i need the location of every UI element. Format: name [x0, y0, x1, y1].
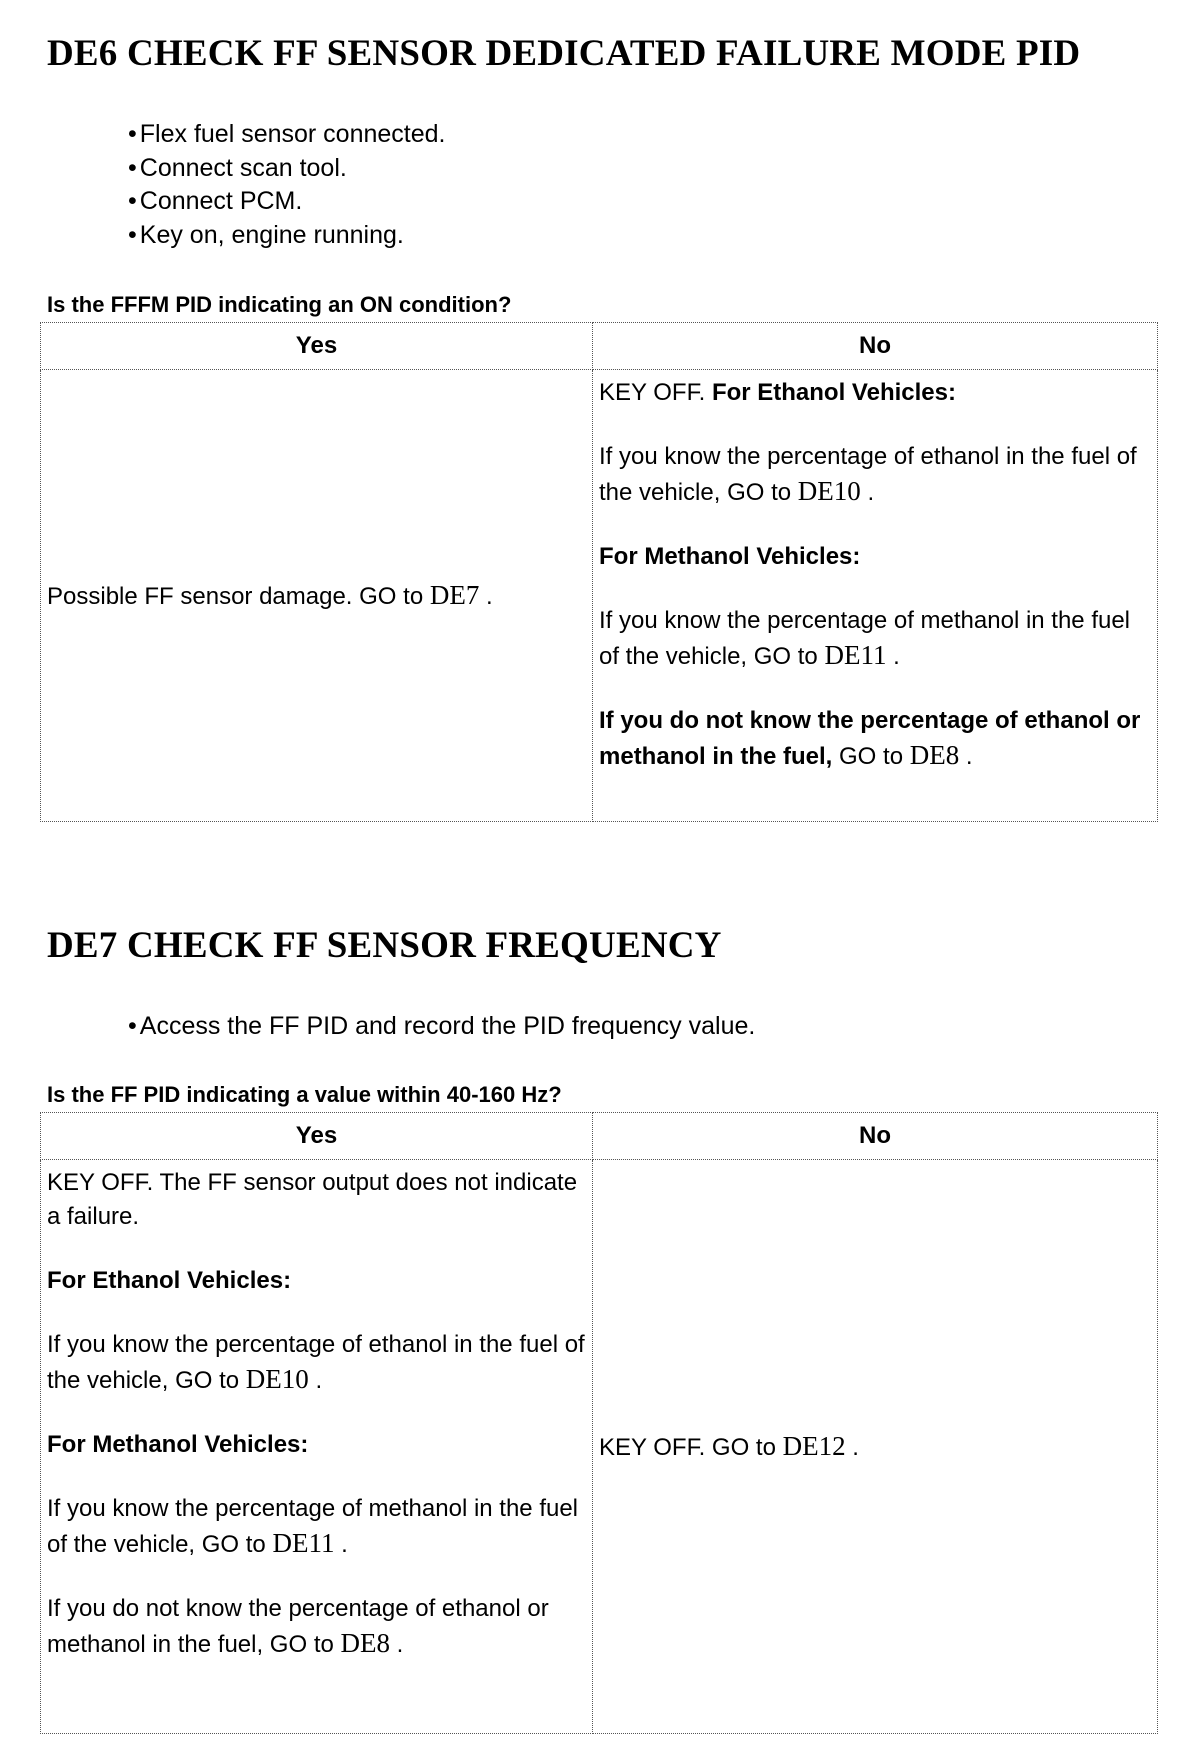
period: . — [486, 582, 493, 610]
de6-no-methanol-paragraph — [599, 604, 1151, 674]
de7-heading: DE7 CHECK FF SENSOR FREQUENCY — [47, 925, 722, 966]
de6-no-unknown-paragraph — [599, 704, 1151, 774]
unknown-text: GO to — [839, 743, 904, 770]
de6-no-key-off-line — [599, 376, 1151, 410]
period: . — [396, 1631, 404, 1658]
de6-yes-text: Possible FF sensor damage. GO to — [47, 582, 424, 610]
table-row — [41, 370, 1158, 822]
de7-no-text: KEY OFF. GO to — [599, 1433, 776, 1461]
de8-ref-link[interactable]: DE8 — [340, 1628, 390, 1658]
de6-no-ethanol-paragraph — [599, 440, 1151, 510]
key-off-text: KEY OFF. — [599, 379, 706, 406]
de7-yes-methanol-paragraph — [47, 1492, 586, 1562]
no-header: No — [593, 323, 1158, 370]
de7-decision-table — [40, 1112, 1158, 1734]
yes-header: Yes — [41, 1113, 593, 1160]
de10-ref-link[interactable]: DE10 — [245, 1364, 309, 1394]
methanol-text: If you know the percentage of methanol in the fuel of the vehicle, GO to — [599, 607, 1131, 670]
de7-no-cell — [593, 1160, 1158, 1734]
ethanol-title: For Ethanol Vehicles: — [711, 379, 956, 406]
list-item: • Flex fuel sensor connected. — [128, 118, 446, 152]
de7-question: Is the FF PID indicating a value within 40-160 Hz? — [47, 1082, 562, 1107]
table-row — [41, 1160, 1158, 1734]
no-header: No — [593, 1113, 1158, 1160]
period: . — [893, 643, 900, 670]
unknown-bold-text: If you do not know the percentage of ethanol or methanol in the fuel, — [599, 707, 1141, 770]
ethanol-text: If you know the percentage of ethanol in the fuel of the vehicle, GO to — [47, 1331, 585, 1394]
de6-no-cell — [593, 370, 1158, 822]
period: . — [852, 1433, 859, 1461]
list-item: • Key on, engine running. — [128, 219, 446, 253]
de8-ref-link[interactable]: DE8 — [909, 740, 960, 770]
de7-yes-key-off-paragraph: KEY OFF. The FF sensor output does not indicate a failure. — [47, 1169, 578, 1230]
ethanol-text: If you know the percentage of ethanol in the fuel of the vehicle, GO to — [599, 443, 1137, 506]
de6-no-methanol-title: For Methanol Vehicles: — [599, 543, 861, 570]
de7-yes-ethanol-paragraph — [47, 1328, 586, 1398]
table-header-row — [41, 323, 1158, 370]
yes-header: Yes — [41, 323, 593, 370]
unknown-text: If you do not know the percentage of ethanol or methanol in the fuel, GO to — [47, 1595, 549, 1658]
de7-yes-methanol-title: For Methanol Vehicles: — [47, 1431, 309, 1458]
de6-question: Is the FFFM PID indicating an ON condition? — [47, 292, 512, 317]
de7-yes-cell — [41, 1160, 593, 1734]
de10-ref-link[interactable]: DE10 — [797, 476, 861, 506]
de7-yes-ethanol-title: For Ethanol Vehicles: — [47, 1267, 292, 1294]
de6-heading: DE6 CHECK FF SENSOR DEDICATED FAILURE MODE PID — [47, 33, 1081, 74]
methanol-text: If you know the percentage of methanol in the fuel of the vehicle, GO to — [47, 1495, 579, 1558]
period: . — [341, 1531, 348, 1558]
list-item: • Connect scan tool. — [128, 152, 446, 186]
de7-bullet-list — [128, 1010, 755, 1044]
de6-decision-table — [40, 322, 1158, 822]
list-item: • Access the FF PID and record the PID frequency value. — [128, 1010, 755, 1044]
period: . — [315, 1367, 323, 1394]
de6-yes-ref-link[interactable]: DE7 — [429, 579, 480, 610]
table-header-row — [41, 1113, 1158, 1160]
de11-ref-link[interactable]: DE11 — [824, 640, 887, 670]
de6-yes-cell — [41, 370, 593, 822]
de11-ref-link[interactable]: DE11 — [272, 1528, 335, 1558]
list-item: • Connect PCM. — [128, 185, 446, 219]
period: . — [867, 479, 875, 506]
de6-bullet-list — [128, 118, 446, 252]
de12-ref-link[interactable]: DE12 — [782, 1430, 846, 1461]
period: . — [965, 743, 973, 770]
de7-yes-unknown-paragraph — [47, 1592, 586, 1662]
